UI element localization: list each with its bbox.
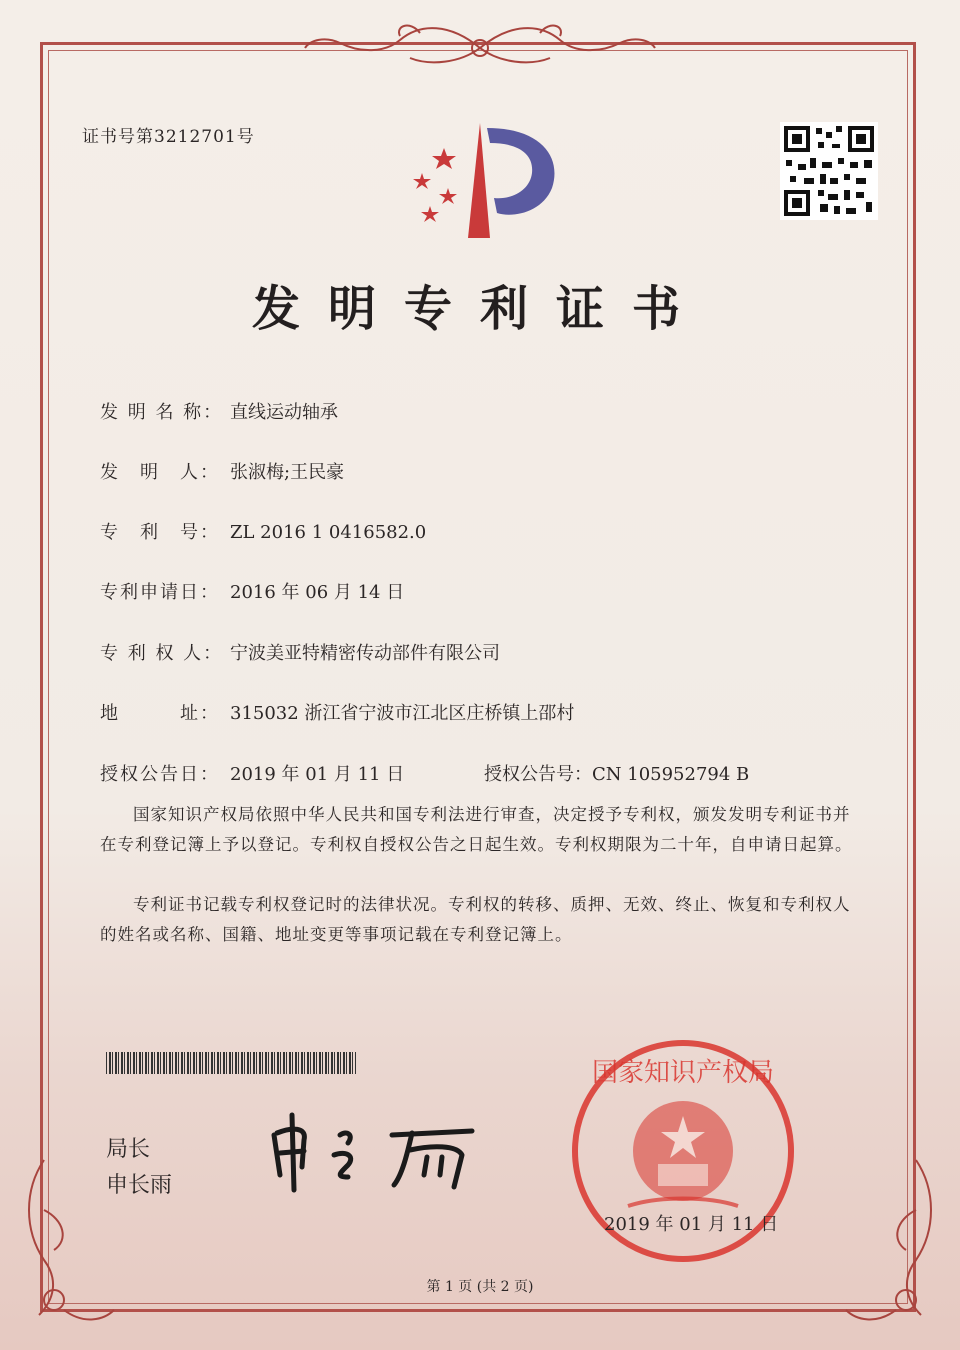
barcode-icon [106,1052,356,1074]
field-label: 专 利 号： [100,522,220,543]
director-title: 局长 [106,1137,151,1162]
field-value: ZL 2016 1 0416582.0 [230,522,427,543]
statement-paragraph-2: 专利证书记载专利权登记时的法律状况。专利权的转移、质押、无效、终止、恢复和专利权人的姓名或名称、国籍、地址变更等事项记载在专利登记簿上。 [100,895,851,944]
field-value: CN 105952794 B [592,764,750,785]
top-ornament-icon [300,18,660,78]
seal-text: 国家知识产权局 [591,1058,775,1088]
field-label: 专利申请日： [100,582,220,603]
field-address [100,699,574,725]
field-label: 发 明 人： [100,462,220,483]
field-announcement-number [484,760,749,786]
field-label: 地 址： [100,703,220,724]
field-label: 专 利 权 人： [100,643,224,664]
field-application-date [100,578,404,604]
certificate-number: 证书号第3212701号 [82,127,255,147]
field-label: 授权公告日： [100,764,220,785]
statement-paragraph-1: 国家知识产权局依照中华人民共和国专利法进行审查，决定授予专利权，颁发发明专利证书并在专利登记簿上予以登记。专利权自授权公告之日起生效。专利权期限为二十年，自申请日起算。 [100,805,853,854]
bottom-right-ornament-icon [836,1150,946,1330]
field-inventor [100,458,344,484]
certificate-title: 发明专利证书 [251,281,708,337]
field-label: 授权公告号： [484,764,592,785]
patent-office-logo-icon [402,118,562,248]
field-patent-number [100,518,426,544]
field-value: 宁波美亚特精密传动部件有限公司 [230,643,500,664]
page-number: 第 1 页 (共 2 页) [426,1279,534,1295]
qr-code-icon [780,122,878,220]
field-value: 315032 浙江省宁波市江北区庄桥镇上邵村 [230,703,575,724]
seal-date: 2019 年 01 月 11 日 [604,1214,779,1235]
field-label: 发 明 名 称： [100,402,224,423]
field-value: 2016 年 06 月 14 日 [230,582,405,603]
field-value: 2019 年 01 月 11 日 [230,764,405,785]
field-invention-name [100,398,338,424]
field-value: 张淑梅;王民豪 [230,462,345,483]
signature-icon [262,1105,492,1195]
director-name: 申长雨 [106,1173,173,1198]
field-grant-date [100,760,404,786]
field-patentee [100,639,500,665]
field-value: 直线运动轴承 [230,402,338,423]
